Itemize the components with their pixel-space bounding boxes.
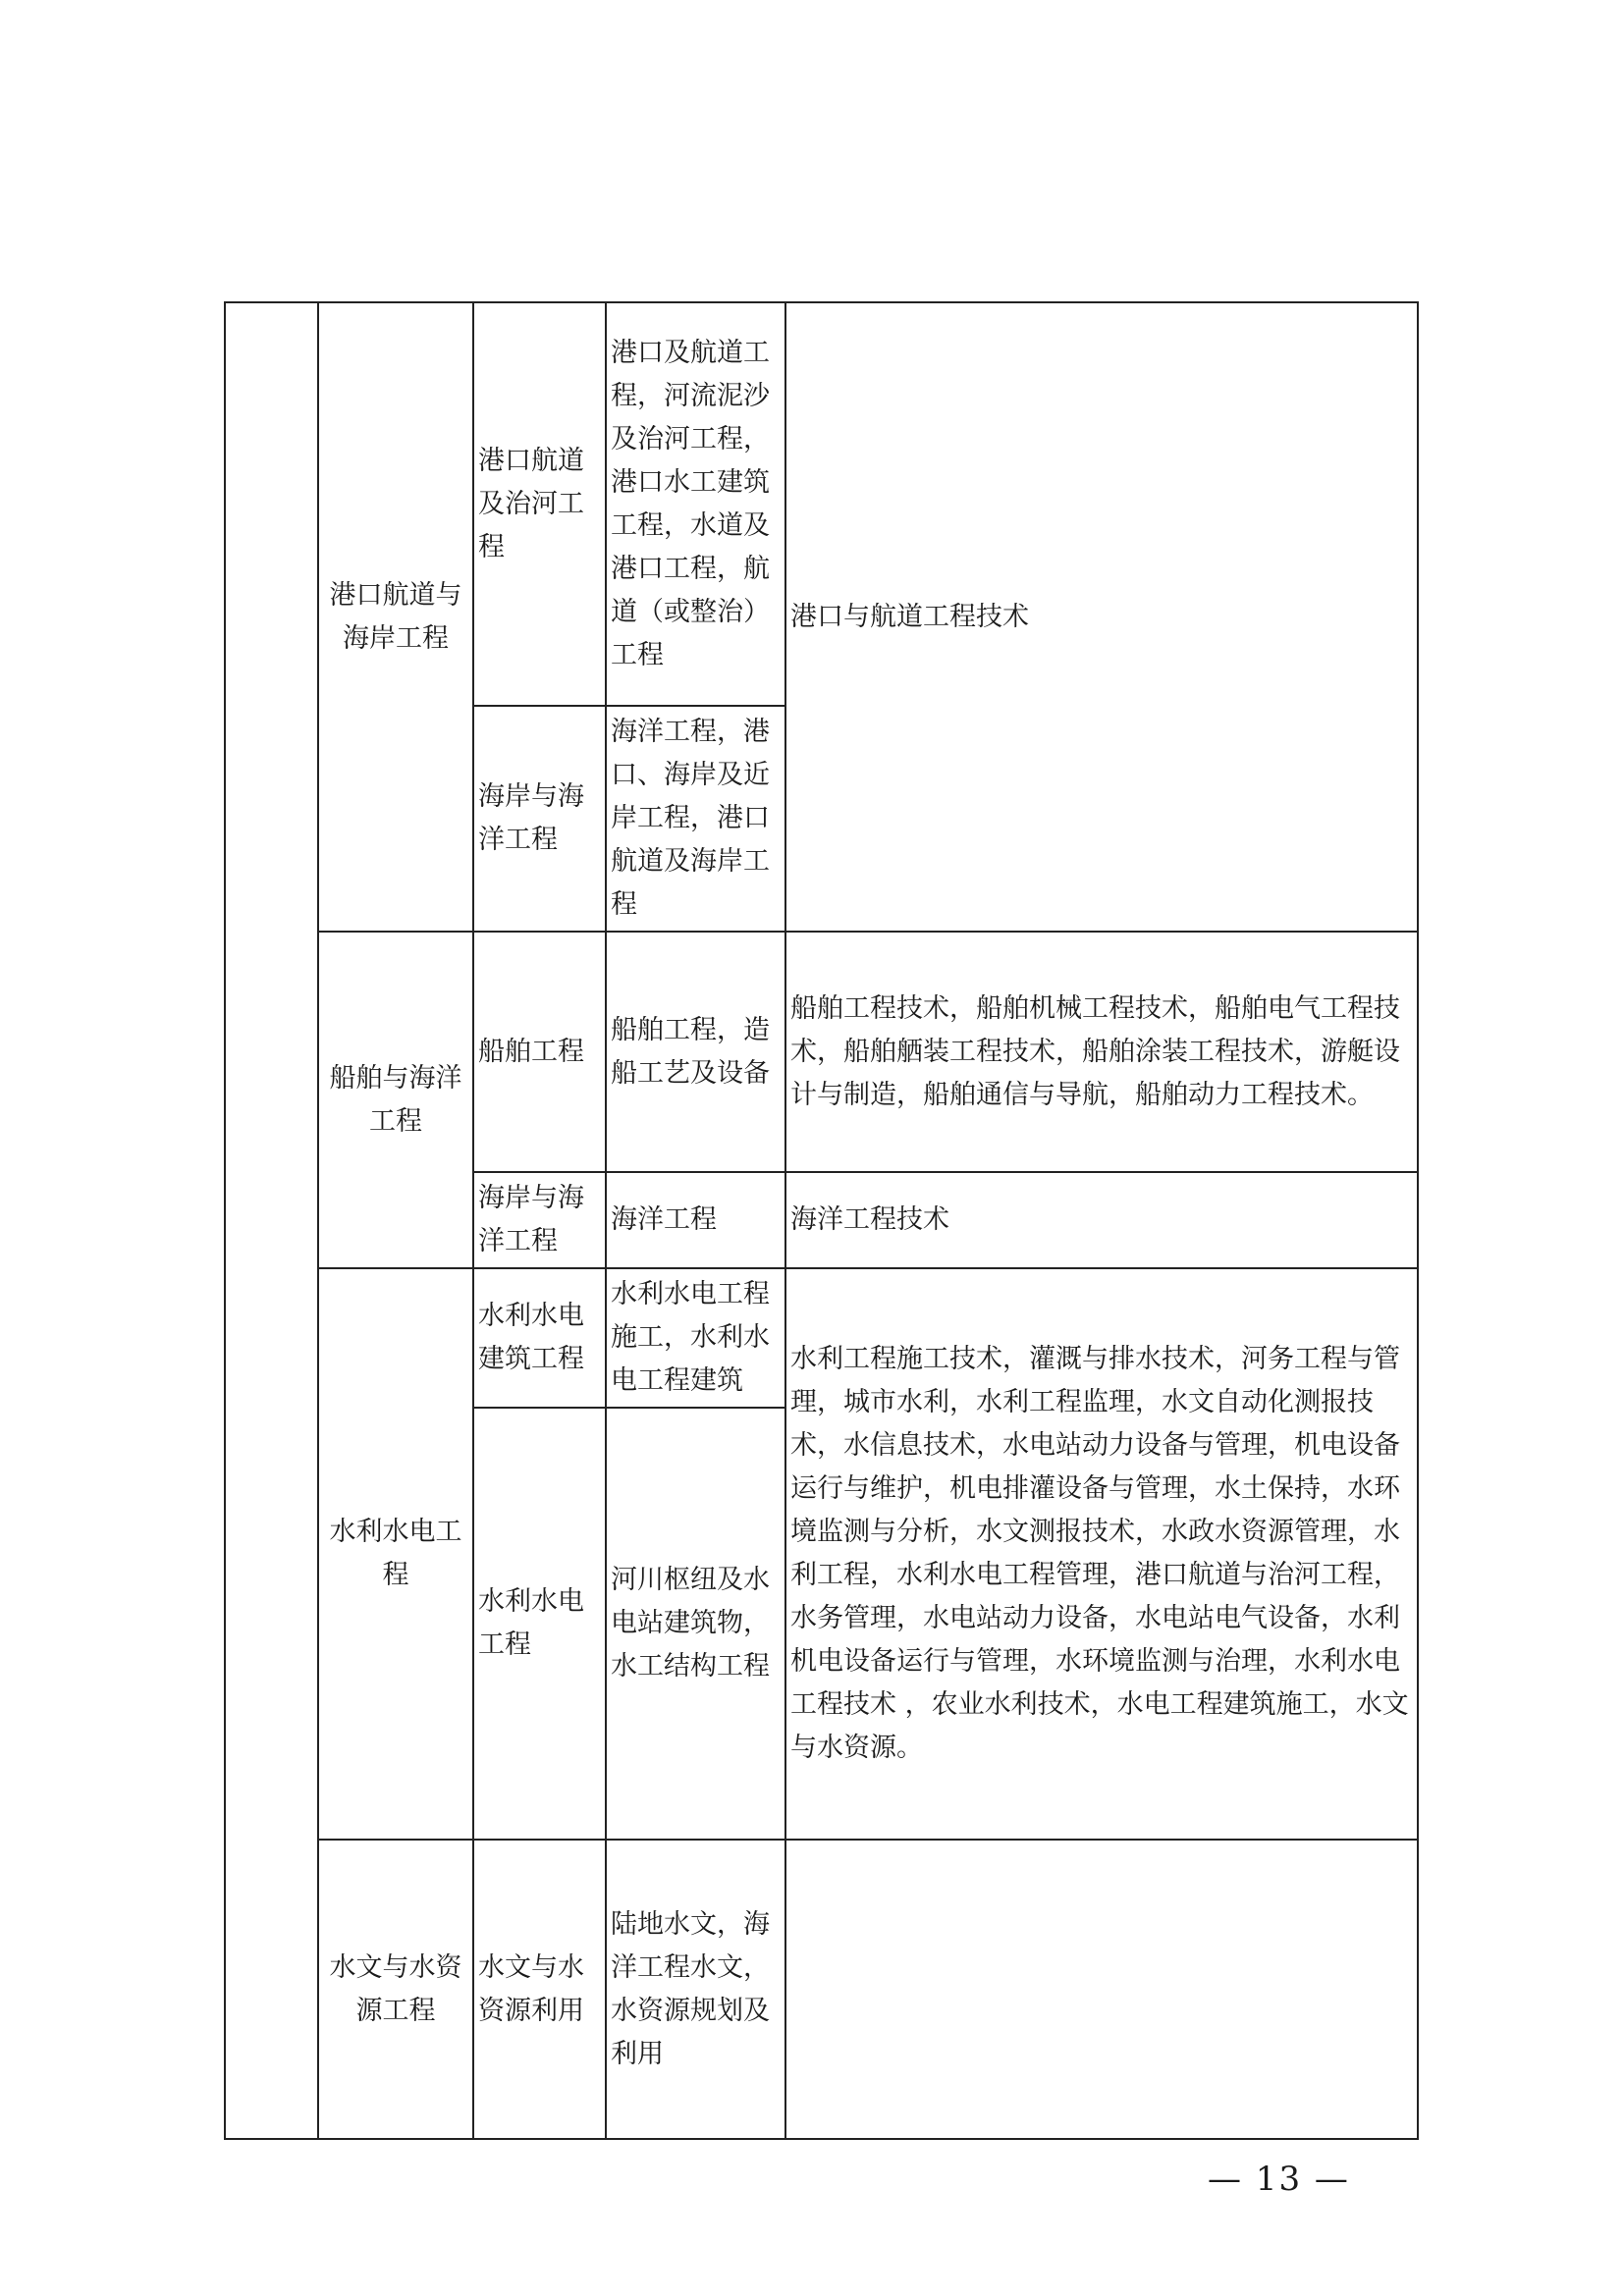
category-cell: 船舶与海洋工程 [318,932,473,1268]
subcategory-cell: 港口航道及治河工程 [473,302,606,706]
vocational-major-cell [785,1840,1418,2139]
undergrad-major-cell: 海洋工程，港口、海岸及近岸工程，港口航道及海岸工程 [606,706,785,932]
table-row [225,1268,1418,1408]
table-row [225,1840,1418,2139]
undergrad-major-cell: 海洋工程 [606,1172,785,1268]
undergrad-major-cell: 船舶工程，造船工艺及设备 [606,932,785,1172]
category-cell: 水文与水资源工程 [318,1840,473,2139]
subcategory-cell: 水利水电工程 [473,1408,606,1840]
subcategory-cell: 海岸与海洋工程 [473,706,606,932]
undergrad-major-cell: 陆地水文，海洋工程水文，水资源规划及利用 [606,1840,785,2139]
undergrad-major-cell: 水利水电工程施工，水利水电工程建筑 [606,1268,785,1408]
subcategory-cell: 船舶工程 [473,932,606,1172]
table-row [225,302,1418,706]
major-catalog-table [224,301,1419,2140]
vocational-major-cell: 港口与航道工程技术 [785,302,1418,932]
subcategory-cell: 水利水电建筑工程 [473,1268,606,1408]
vocational-major-cell: 海洋工程技术 [785,1172,1418,1268]
subcategory-cell: 水文与水资源利用 [473,1840,606,2139]
undergrad-major-cell: 河川枢纽及水电站建筑物，水工结构工程 [606,1408,785,1840]
vocational-major-cell: 水利工程施工技术，灌溉与排水技术，河务工程与管理，城市水利，水利工程监理，水文自动化测报技术，水信息技术，水电站动力设备与管理，机电设备运行与维护，机电排灌设备与管理，水土保持，水环境监测与分析，水文测报技术，水政水资源管理，水利工程，水利水电工程管理，港口航道与治河工程，水务管理，水电站动力设备，水电站电气设备，水利机电设备运行与管理，水环境监测与治理，水利水电工程技术 ，农业水利技术，水电工程建筑施工，水文与水资源。 [785,1268,1418,1840]
category-cell: 港口航道与海岸工程 [318,302,473,932]
blank-leading-cell [225,302,318,2139]
table-row [225,932,1418,1172]
subcategory-cell: 海岸与海洋工程 [473,1172,606,1268]
page-number: — 13 — [1208,2160,1350,2199]
category-cell: 水利水电工程 [318,1268,473,1840]
vocational-major-cell: 船舶工程技术，船舶机械工程技术，船舶电气工程技术，船舶舾装工程技术，船舶涂装工程技术，游艇设计与制造，船舶通信与导航，船舶动力工程技术。 [785,932,1418,1172]
undergrad-major-cell: 港口及航道工程，河流泥沙及治河工程，港口水工建筑工程，水道及港口工程，航道（或整治）工程 [606,302,785,706]
